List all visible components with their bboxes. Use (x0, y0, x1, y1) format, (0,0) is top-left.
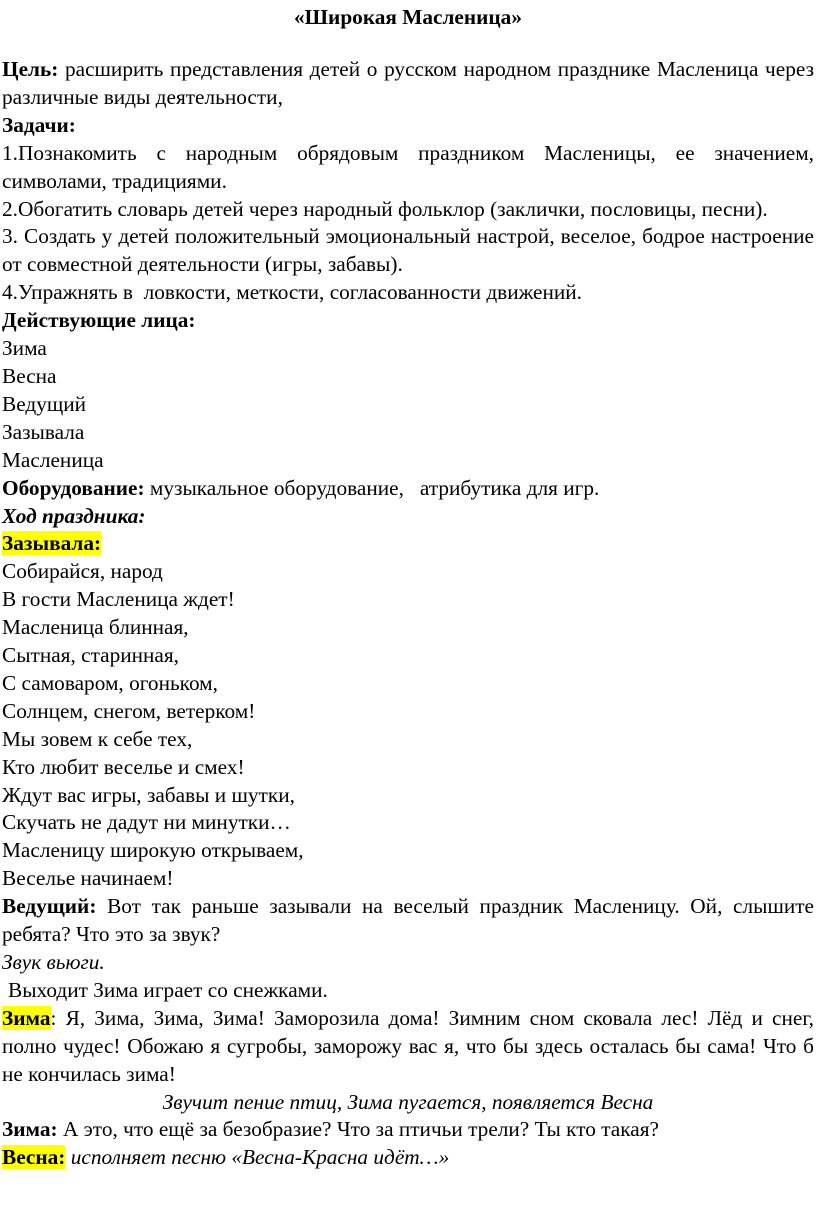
host-text: Вот так раньше зазывали на веселый праздник Масленицу. Ой, слышите ребята? Что это за звук? (2, 894, 814, 947)
character-caller: Зазывала (2, 419, 85, 444)
spacer (2, 32, 814, 56)
caller-line-3: Масленица блинная, (2, 615, 189, 640)
winter-speech-2 (2, 1116, 814, 1144)
caller-line-10: Скучать не дадут ни минутки… (2, 810, 291, 835)
winter-text-2: А это, что ещё за безобразие? Что за птичьи трели? Ты кто такая? (57, 1117, 659, 1142)
tasks-label: Задачи: (2, 112, 76, 137)
note-winter-enters: Выходит Зима играет со снежками. (8, 977, 328, 1002)
caller-line-7: Мы зовем к себе тех, (2, 726, 193, 751)
caller-line-2: В гости Масленица ждет! (2, 587, 235, 612)
character-winter: Зима (2, 336, 47, 361)
goal-paragraph (2, 56, 814, 112)
caller-line-6: Солнцем, снегом, ветерком! (2, 698, 256, 723)
task-item-3: 3. Создать у детей положительный эмоциональный настрой, веселое, бодрое настроение от совместной деятельности (игры, забавы). (2, 224, 814, 277)
spring-label: Весна: (2, 1145, 66, 1170)
characters-label: Действующие лица: (2, 308, 196, 333)
caller-label-line (2, 530, 814, 558)
winter-speech-1 (2, 1005, 814, 1089)
caller-line-9: Ждут вас игры, забавы и шутки, (2, 782, 295, 807)
document-page (0, 4, 816, 1209)
equipment-paragraph (2, 475, 814, 503)
task-item-2: 2.Обогатить словарь детей через народный фольклор (заклички, пословицы, песни). (2, 196, 768, 221)
character-spring: Весна (2, 363, 57, 388)
winter-text: : Я, Зима, Зима, Зима! Заморозила дома! Зимним сном сковала лес! Лёд и снег, полно чудес! Обожаю я сугробы, заморожу вас я, что бы здесь осталась бы сама! Что б не кончилась зима! (2, 1005, 814, 1086)
spring-speech (2, 1144, 814, 1172)
caller-line-11: Масленицу широкую открываем, (2, 838, 304, 863)
equipment-label: Оборудование: (2, 475, 145, 500)
host-paragraph (2, 893, 814, 949)
note-birds: Звучит пение птиц, Зима пугается, появляется Весна (162, 1089, 654, 1114)
host-label: Ведущий: (2, 894, 97, 919)
caller-line-5: С самоваром, огоньком, (2, 670, 218, 695)
winter-label-2: Зима: (2, 1117, 58, 1142)
caller-line-8: Кто любит веселье и смех! (2, 754, 245, 779)
character-host: Ведущий (2, 391, 87, 416)
goal-label: Цель: (2, 57, 59, 81)
note-blizzard: Звук вьюги. (2, 950, 105, 974)
caller-line-12: Веселье начинаем! (2, 866, 174, 891)
task-item-1: 1.Познакомить с народным обрядовым праздником Масленицы, ее значением, символами, традициями. (2, 140, 814, 193)
caller-line-1: Собирайся, народ (2, 559, 163, 584)
winter-label: Зима (2, 1005, 51, 1030)
equipment-text: музыкальное оборудование, атрибутика для игр. (144, 475, 600, 500)
goal-text: расширить представления детей о русском народном празднике Масленица через различные виды деятельности, (2, 57, 814, 109)
caller-line-4: Сытная, старинная, (2, 643, 179, 668)
character-maslenitsa: Масленица (2, 447, 104, 472)
course-heading: Ход праздника: (2, 503, 146, 528)
caller-label: Зазывала: (2, 531, 102, 556)
document-title: «Широкая Масленица» (294, 5, 522, 29)
spring-text: исполняет песню «Весна-Красна идёт…» (65, 1145, 450, 1170)
task-item-4: 4.Упражнять в ловкости, меткости, согласованности движений. (2, 280, 583, 305)
